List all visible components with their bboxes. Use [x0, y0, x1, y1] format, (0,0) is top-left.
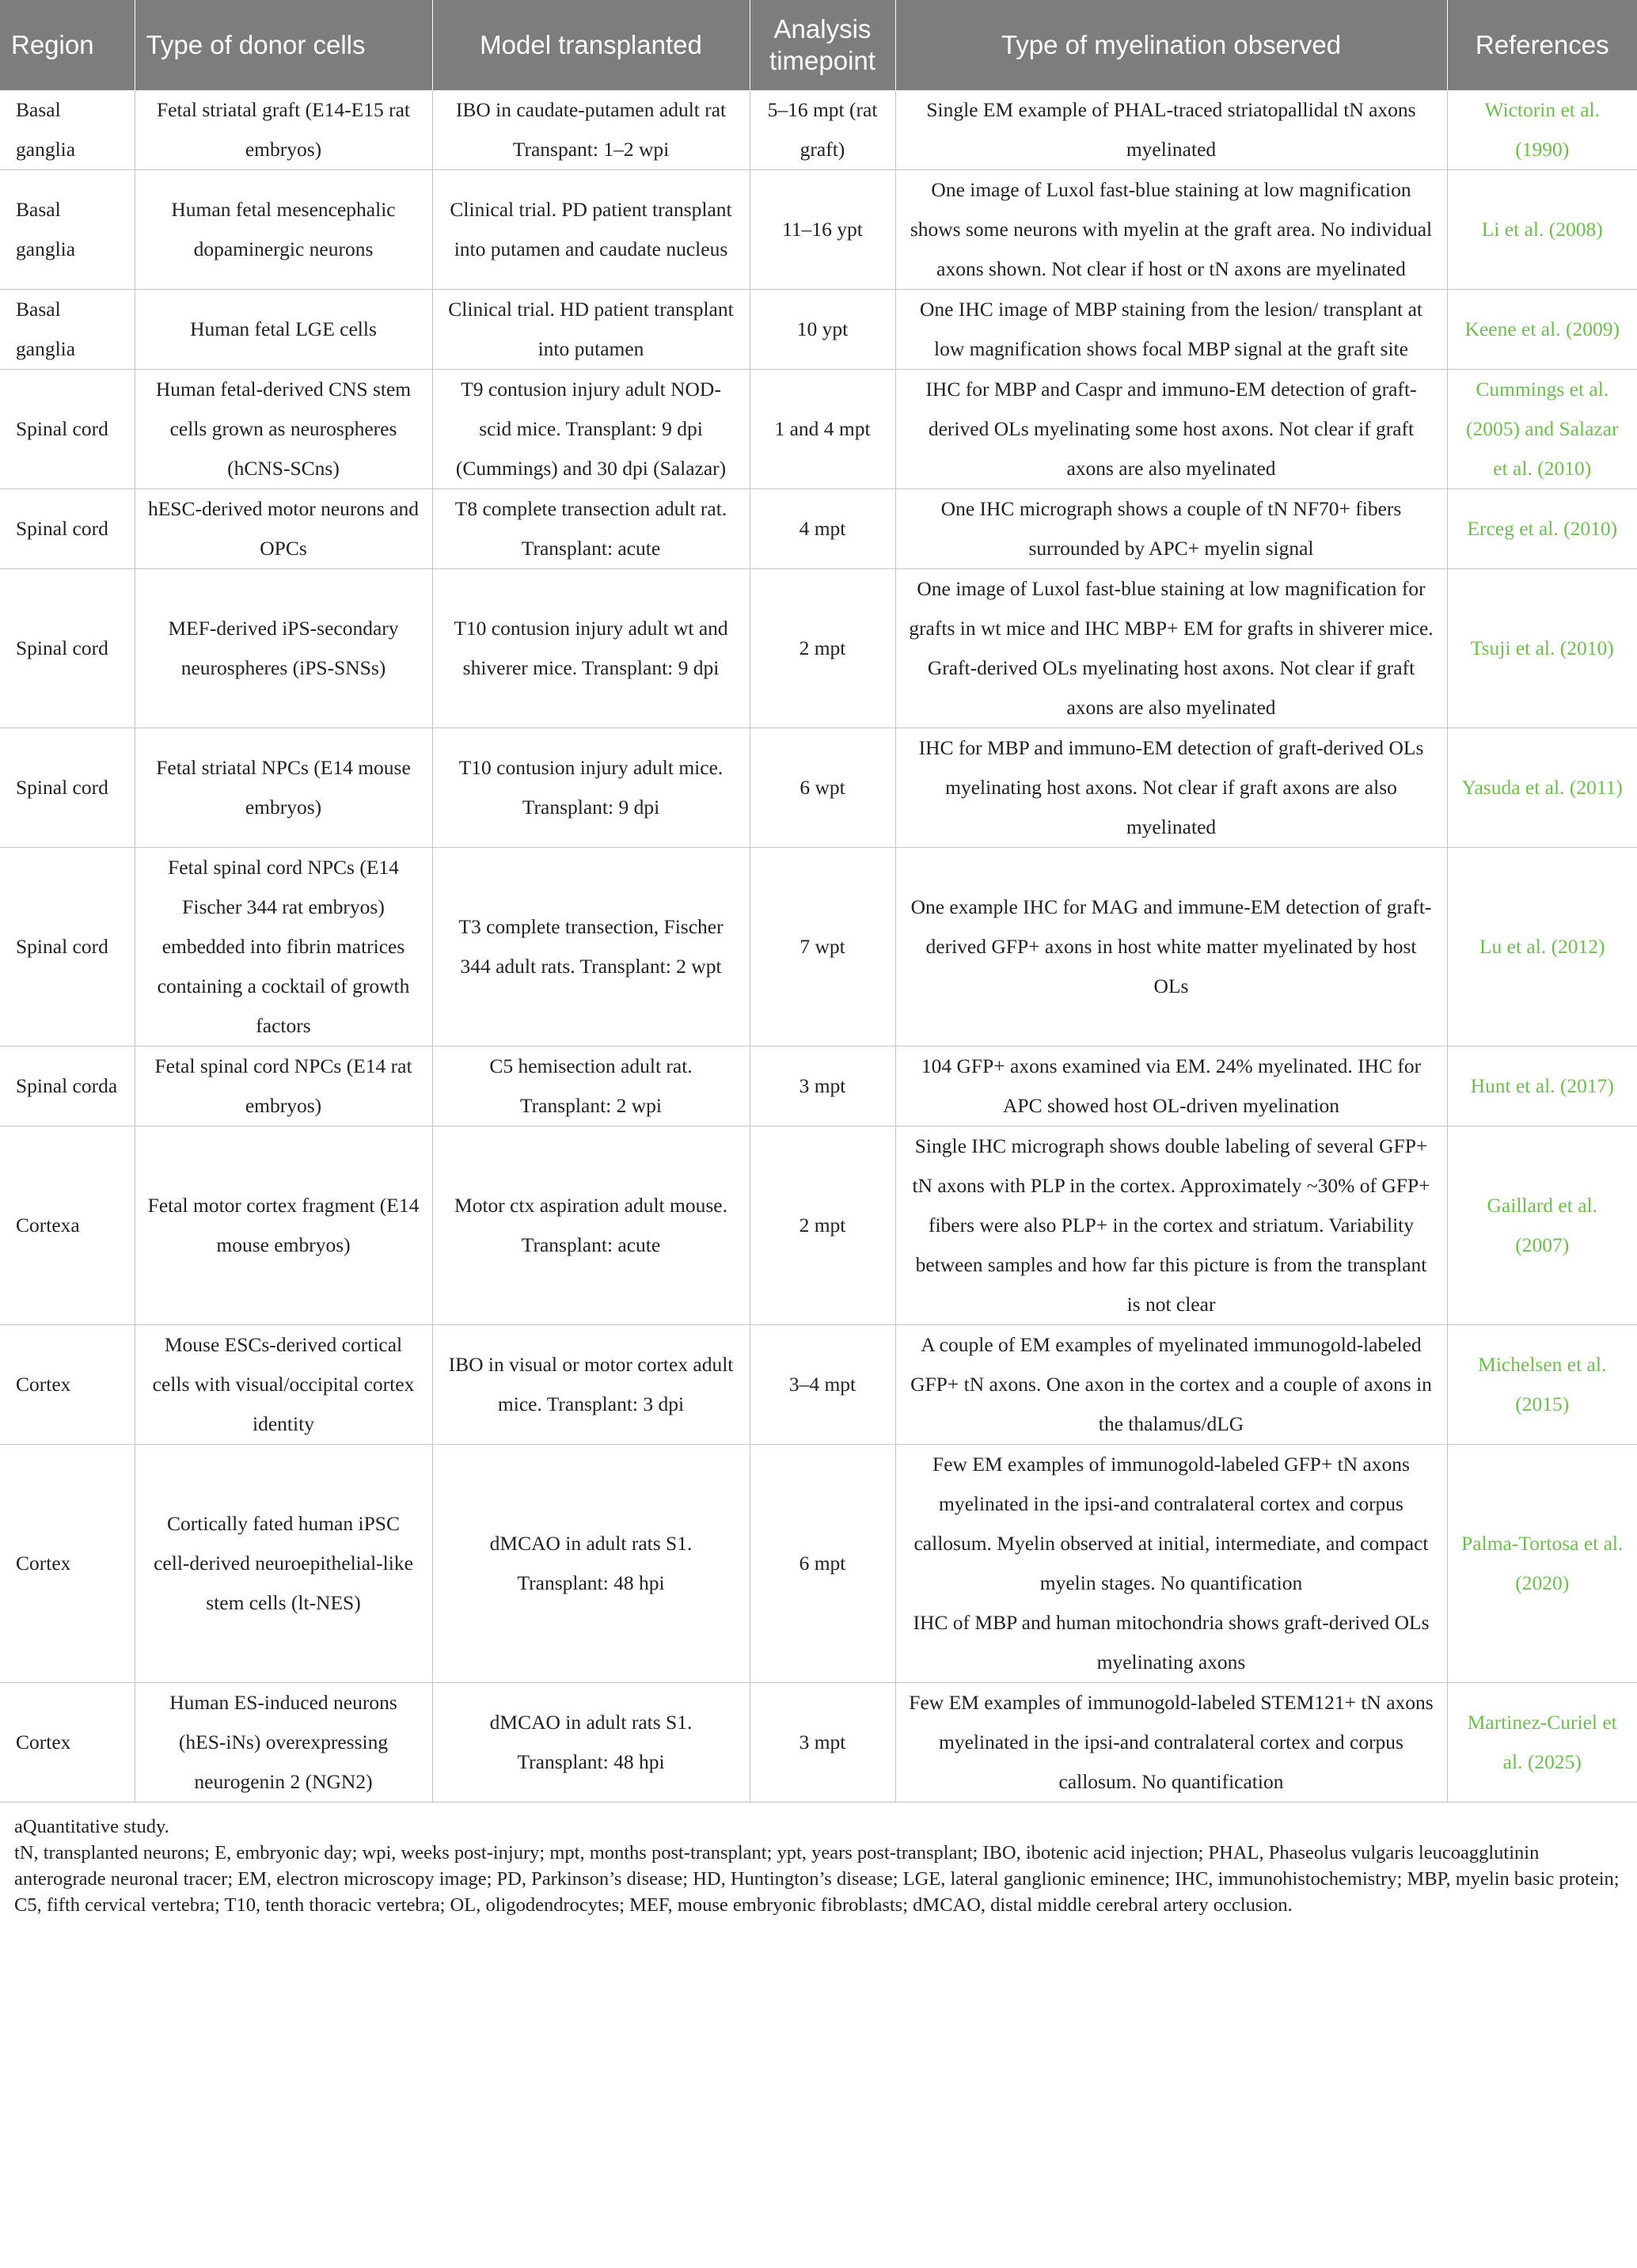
- cell-myelination: One image of Luxol fast-blue staining at low magnification for grafts in wt mice and IHC MBP+ EM for grafts in shiverer mice. Graft-derived OLs myelinating host axons. Not clear if graft axons are also myelinated: [895, 569, 1447, 728]
- cell-myelination: 104 GFP+ axons examined via EM. 24% myelinated. IHC for APC showed host OL-driven myelination: [895, 1047, 1447, 1126]
- cell-myelination: One example IHC for MAG and immune-EM detection of graft-derived GFP+ axons in host white matter myelinated by host OLs: [895, 848, 1447, 1047]
- cell-reference-link[interactable]: Michelsen et al. (2015): [1447, 1325, 1637, 1445]
- cell-myelination: One image of Luxol fast-blue staining at low magnification shows some neurons with myelin at the graft area. No individual axons shown. Not clear if host or tN axons are myelinated: [895, 170, 1447, 290]
- cell-donor: Cortically fated human iPSC cell-derived neuroepithelial-like stem cells (lt-NES): [135, 1445, 432, 1683]
- table-row: [0, 290, 1637, 370]
- header-donor-cells: Type of donor cells: [135, 0, 432, 90]
- cell-timepoint: 7 wpt: [750, 848, 895, 1047]
- cell-region: Spinal cord: [0, 848, 135, 1047]
- cell-donor: Fetal striatal graft (E14-E15 rat embryos): [135, 90, 432, 170]
- table-row: [0, 170, 1637, 290]
- cell-myelination: Single EM example of PHAL-traced striatopallidal tN axons myelinated: [895, 90, 1447, 170]
- cell-model: Motor ctx aspiration adult mouse. Transplant: acute: [432, 1126, 750, 1325]
- cell-donor: Fetal spinal cord NPCs (E14 Fischer 344 rat embryos) embedded into fibrin matrices containing a cocktail of growth factors: [135, 848, 432, 1047]
- cell-timepoint: 6 wpt: [750, 728, 895, 848]
- cell-region: Spinal cord: [0, 489, 135, 569]
- cell-timepoint: 10 ypt: [750, 290, 895, 370]
- table-row: [0, 1683, 1637, 1803]
- cell-reference-link[interactable]: Wictorin et al. (1990): [1484, 98, 1601, 161]
- cell-model: IBO in visual or motor cortex adult mice. Transplant: 3 dpi: [432, 1325, 750, 1445]
- table-row: [0, 489, 1637, 569]
- table-row: [0, 728, 1637, 848]
- cell-timepoint: 11–16 ypt: [750, 170, 895, 290]
- cell-timepoint: 3–4 mpt: [750, 1325, 895, 1445]
- cell-donor: Fetal striatal NPCs (E14 mouse embryos): [135, 728, 432, 848]
- table-footnotes: [0, 1803, 1637, 1918]
- cell-region: Spinal cord: [0, 569, 135, 728]
- cell-reference-link[interactable]: Gaillard et al. (2007): [1447, 1126, 1637, 1325]
- cell-model: T9 contusion injury adult NOD-scid mice. Transplant: 9 dpi (Cummings) and 30 dpi (Salazar): [432, 370, 750, 489]
- table-row: [0, 848, 1637, 1047]
- table-body: [0, 90, 1637, 1803]
- cell-timepoint: 2 mpt: [750, 1126, 895, 1325]
- cell-timepoint: 6 mpt: [750, 1445, 895, 1683]
- table-row: [0, 90, 1637, 170]
- table-row: [0, 569, 1637, 728]
- cell-region: Cortex: [0, 1325, 135, 1445]
- cell-timepoint: 4 mpt: [750, 489, 895, 569]
- cell-donor: hESC-derived motor neurons and OPCs: [135, 489, 432, 569]
- cell-myelination: IHC for MBP and immuno-EM detection of graft-derived OLs myelinating host axons. Not clear if graft axons are also myelinated: [895, 728, 1447, 848]
- cell-model: T10 contusion injury adult mice. Transplant: 9 dpi: [432, 728, 750, 848]
- cell-model: dMCAO in adult rats S1. Transplant: 48 hpi: [432, 1445, 750, 1683]
- cell-timepoint: 2 mpt: [750, 569, 895, 728]
- cell-reference-link[interactable]: Li et al. (2008): [1447, 170, 1637, 290]
- cell-myelination: Few EM examples of immunogold-labeled STEM121+ tN axons myelinated in the ipsi-and contralateral cortex and corpus callosum. No quantification: [895, 1683, 1447, 1803]
- table-row: [0, 1325, 1637, 1445]
- header-references: References: [1447, 0, 1637, 90]
- cell-region: Basal ganglia: [0, 290, 135, 370]
- header-timepoint: Analysis timepoint: [750, 0, 895, 90]
- cell-reference-link[interactable]: Hunt et al. (2017): [1447, 1047, 1637, 1126]
- cell-myelination: A couple of EM examples of myelinated immunogold-labeled GFP+ tN axons. One axon in the cortex and a couple of axons in the thalamus/dLG: [895, 1325, 1447, 1445]
- cell-donor: Human fetal mesencephalic dopaminergic neurons: [135, 170, 432, 290]
- cell-region: Spinal cord: [0, 370, 135, 489]
- cell-timepoint: 3 mpt: [750, 1683, 895, 1803]
- cell-region: Basal ganglia: [0, 170, 135, 290]
- cell-myelination: Few EM examples of immunogold-labeled GFP+ tN axons myelinated in the ipsi-and contralateral cortex and corpus callosum. Myelin observed at initial, intermediate, and compact myelin stages. No quantification IHC of MBP and human mitochondria shows graft-derived OLs myelinating axons: [895, 1445, 1447, 1683]
- cell-region: Spinal cord: [0, 728, 135, 848]
- table-row: [0, 1445, 1637, 1683]
- cell-reference-link[interactable]: Tsuji et al. (2010): [1447, 569, 1637, 728]
- footnote-quantitative: aQuantitative study.: [14, 1816, 169, 1837]
- cell-donor: Human fetal-derived CNS stem cells grown as neurospheres (hCNS-SCns): [135, 370, 432, 489]
- cell-donor: Human ES-induced neurons (hES-iNs) overexpressing neurogenin 2 (NGN2): [135, 1683, 432, 1803]
- cell-reference-link[interactable]: Keene et al. (2009): [1447, 290, 1637, 370]
- cell-region: Cortexa: [0, 1126, 135, 1325]
- header-row: [0, 0, 1637, 90]
- cell-donor: Fetal spinal cord NPCs (E14 rat embryos): [135, 1047, 432, 1126]
- cell-model: Clinical trial. PD patient transplant into putamen and caudate nucleus: [432, 170, 750, 290]
- header-region: Region: [0, 0, 135, 90]
- table-row: [0, 1126, 1637, 1325]
- cell-reference-link[interactable]: Yasuda et al. (2011): [1447, 728, 1637, 848]
- cell-model: T8 complete transection adult rat. Transplant: acute: [432, 489, 750, 569]
- table-header: [0, 0, 1637, 90]
- cell-timepoint: 5–16 mpt (rat graft): [750, 90, 895, 170]
- cell-timepoint: 1 and 4 mpt: [750, 370, 895, 489]
- header-model: Model transplanted: [432, 0, 750, 90]
- cell-model: T10 contusion injury adult wt and shiverer mice. Transplant: 9 dpi: [432, 569, 750, 728]
- cell-timepoint: 3 mpt: [750, 1047, 895, 1126]
- cell-model: Clinical trial. HD patient transplant into putamen: [432, 290, 750, 370]
- cell-model: dMCAO in adult rats S1. Transplant: 48 hpi: [432, 1683, 750, 1803]
- cell-model: C5 hemisection adult rat. Transplant: 2 wpi: [432, 1047, 750, 1126]
- cell-reference-link[interactable]: Palma-Tortosa et al. (2020): [1447, 1445, 1637, 1683]
- cell-reference-link[interactable]: Lu et al. (2012): [1447, 848, 1637, 1047]
- cell-donor: Mouse ESCs-derived cortical cells with visual/occipital cortex identity: [135, 1325, 432, 1445]
- cell-reference-link[interactable]: Erceg et al. (2010): [1447, 489, 1637, 569]
- cell-myelination: IHC for MBP and Caspr and immuno-EM detection of graft-derived OLs myelinating some host axons. Not clear if graft axons are also myelinated: [895, 370, 1447, 489]
- cell-donor: Fetal motor cortex fragment (E14 mouse embryos): [135, 1126, 432, 1325]
- cell-myelination: Single IHC micrograph shows double labeling of several GFP+ tN axons with PLP in the cortex. Approximately ~30% of GFP+ fibers were also PLP+ in the cortex and striatum. Variability between samples and how far this picture is from the transplant is not clear: [895, 1126, 1447, 1325]
- table-row: [0, 1047, 1637, 1126]
- footnote-abbreviations: tN, transplanted neurons; E, embryonic day; wpi, weeks post-injury; mpt, months post-transplant; ypt, years post-transplant; IBO, ibotenic acid injection; PHAL, Phaseolus vulgaris leucoagglutinin anterograde neuronal tracer; EM, electron microscopy image; PD, Parkinson’s disease; HD, Huntington’s disease; LGE, lateral ganglionic eminence; IHC, immunohistochemistry; MBP, myelin basic protein; C5, fifth cervical vertebra; T10, tenth thoracic vertebra; OL, oligodendrocytes; MEF, mouse embryonic fibroblasts; dMCAO, distal middle cerebral artery occlusion.: [14, 1842, 1620, 1916]
- cell-region: Spinal corda: [0, 1047, 135, 1126]
- cell-myelination: One IHC micrograph shows a couple of tN NF70+ fibers surrounded by APC+ myelin signal: [895, 489, 1447, 569]
- cell-model: T3 complete transection, Fischer 344 adult rats. Transplant: 2 wpt: [432, 848, 750, 1047]
- cell-myelination: One IHC image of MBP staining from the lesion/ transplant at low magnification shows focal MBP signal at the graft site: [895, 290, 1447, 370]
- header-myelination: Type of myelination observed: [895, 0, 1447, 90]
- cell-donor: MEF-derived iPS-secondary neurospheres (iPS-SNSs): [135, 569, 432, 728]
- cell-region: Cortex: [0, 1445, 135, 1683]
- cell-model: IBO in caudate-putamen adult rat Transpant: 1–2 wpi: [432, 90, 750, 170]
- cell-region: Cortex: [0, 1683, 135, 1803]
- cell-region: Basal ganglia: [0, 90, 135, 170]
- table-row: [0, 370, 1637, 489]
- cell-reference-link[interactable]: Cummings et al. (2005) and Salazar et al. (2010): [1447, 370, 1637, 489]
- cell-reference-link[interactable]: Martinez-Curiel et al. (2025): [1447, 1683, 1637, 1803]
- cell-donor: Human fetal LGE cells: [135, 290, 432, 370]
